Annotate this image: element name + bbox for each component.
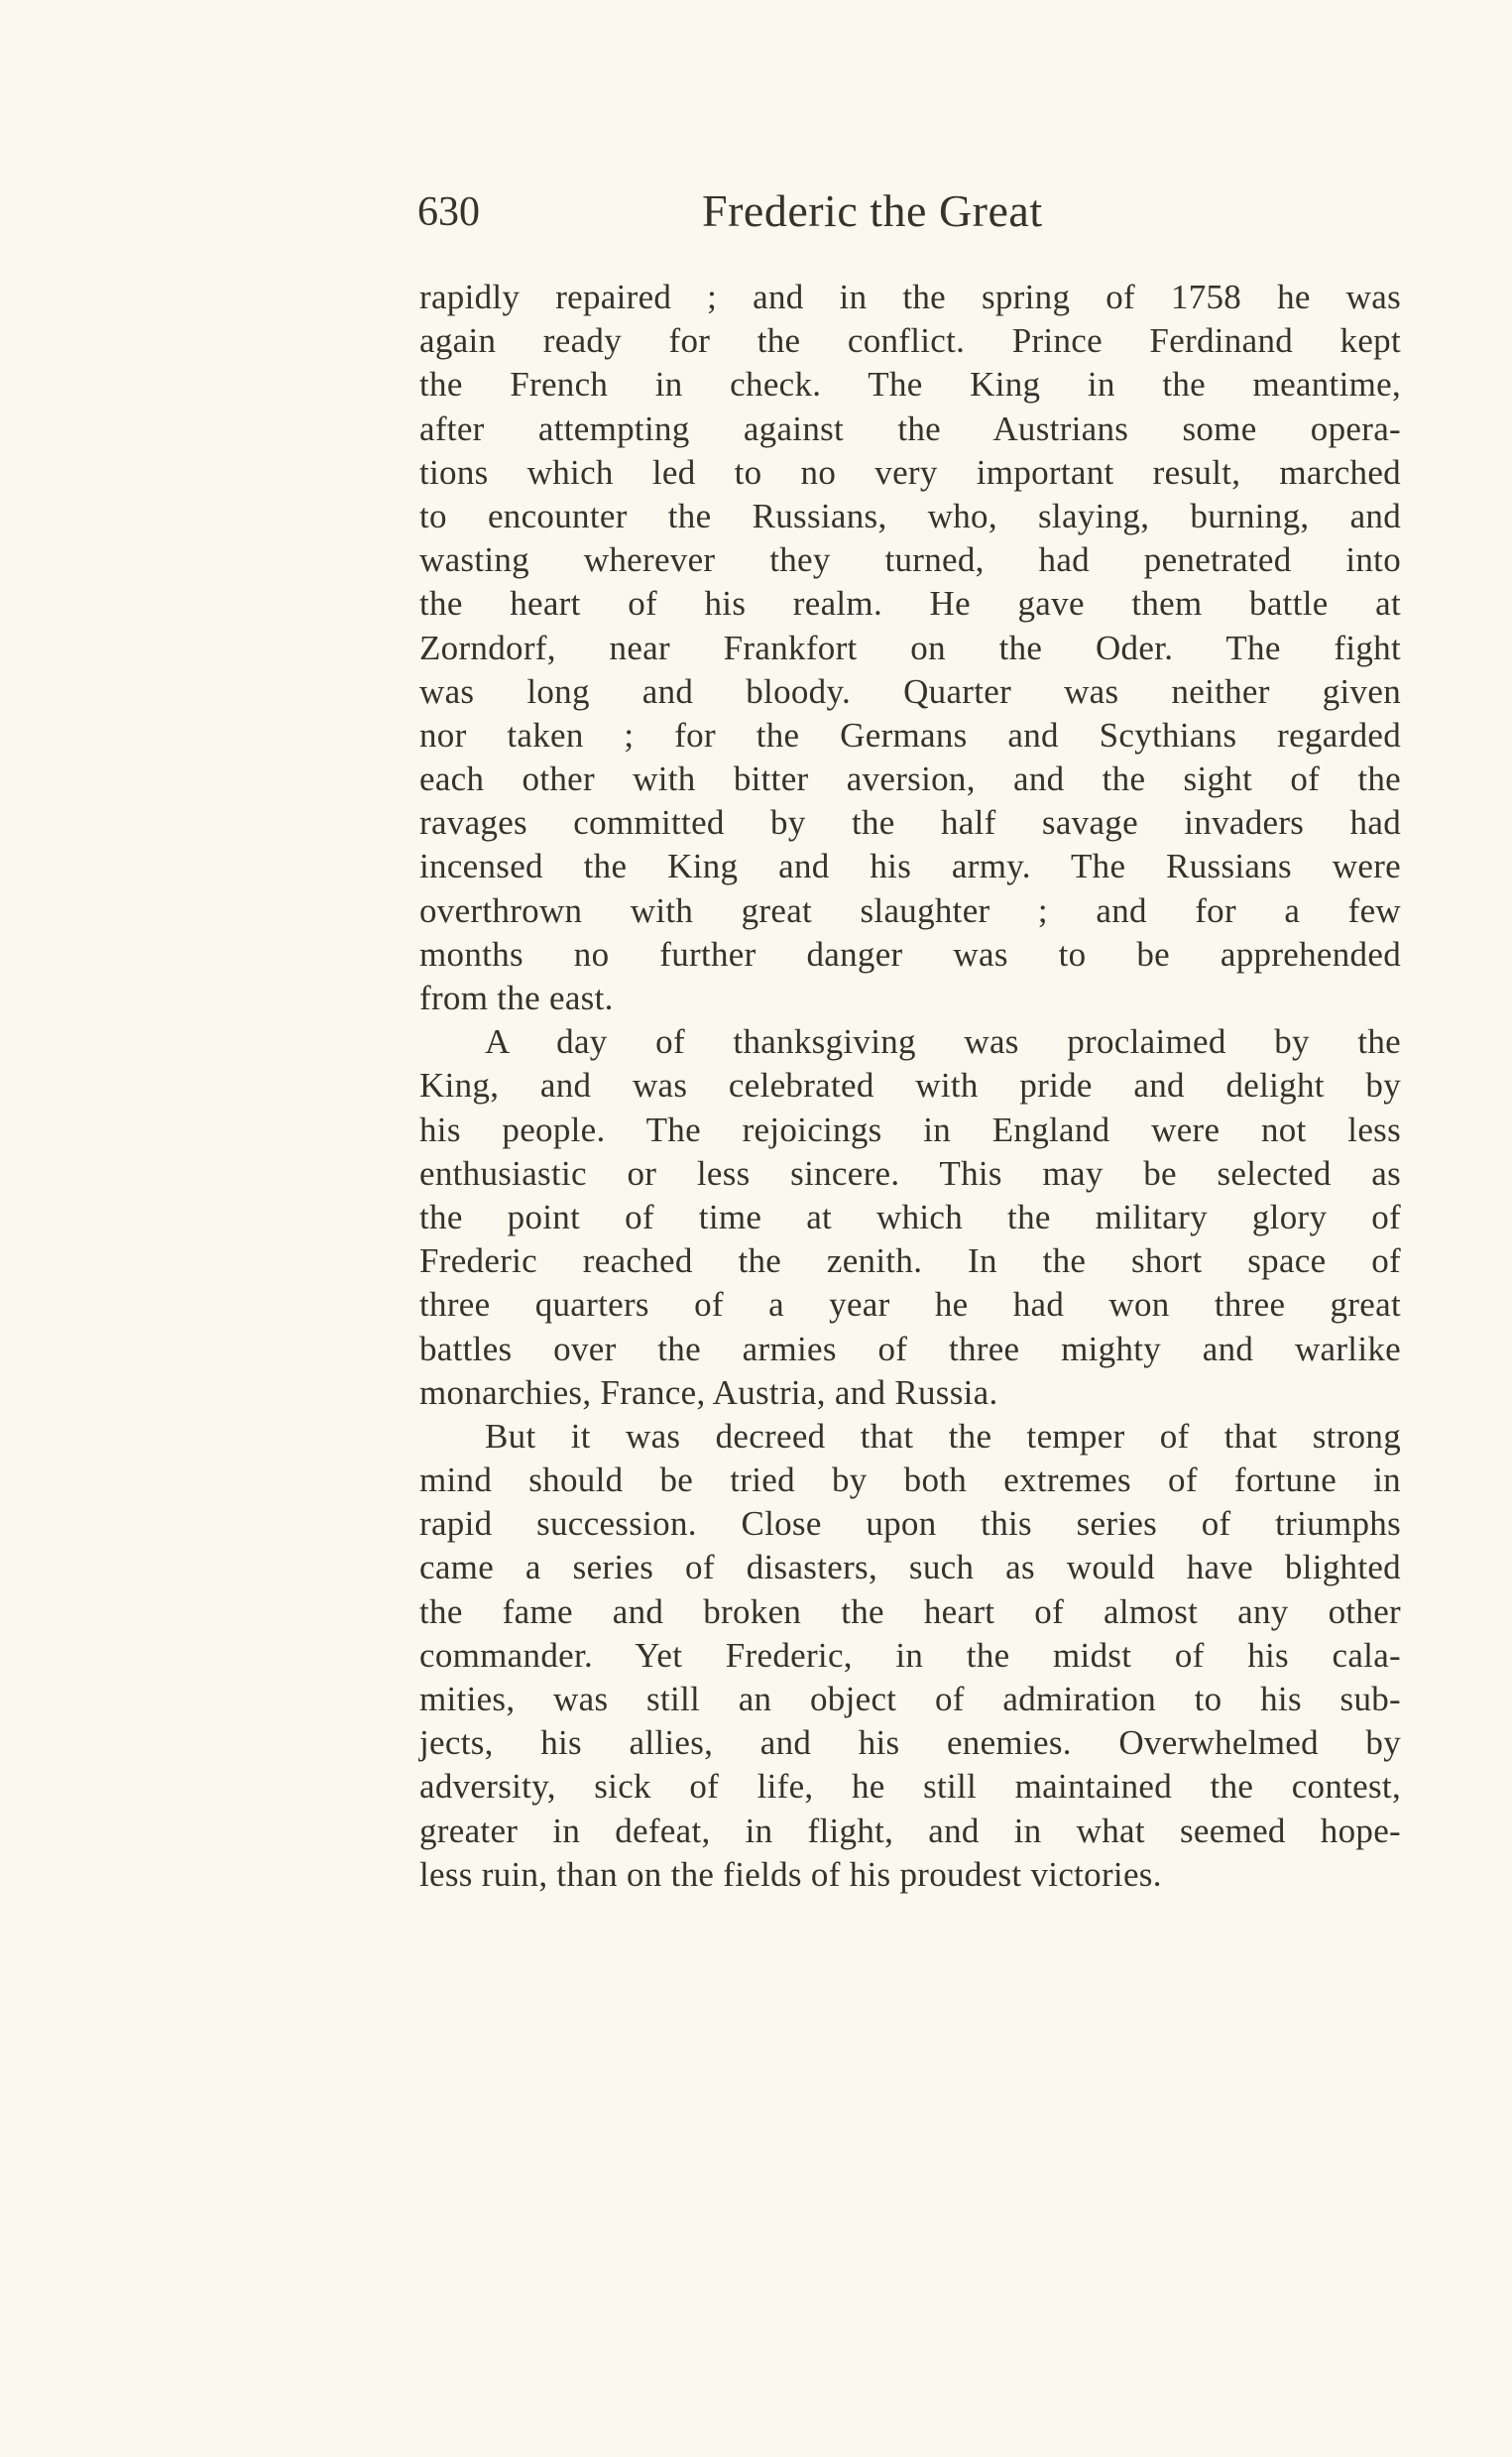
text-line: wasting wherever they turned, had penetrated into [419,540,1401,580]
running-title: Frederic the Great [702,185,1043,236]
text-line: Zorndorf, near Frankfort on the Oder. The fight [419,628,1401,667]
paragraph [419,1020,1401,1415]
text-line: after attempting against the Austrians some opera- [419,409,1401,448]
text-line: was long and bloody. Quarter was neither given [419,671,1401,711]
text-line: came a series of disasters, such as would have blighted [419,1548,1401,1587]
text-line: to encounter the Russians, who, slaying, burning, and [419,496,1401,535]
text-line: the heart of his realm. He gave them battle at [419,584,1401,624]
paragraph [419,1415,1401,1897]
text-line: from the east. [419,979,614,1017]
text-line: enthusiastic or less sincere. This may be selected as [419,1153,1401,1193]
text-line: again ready for the conflict. Prince Ferdinand kept [419,321,1401,361]
body-text [419,276,1401,1897]
text-line: mities, was still an object of admiration to his sub- [419,1680,1401,1718]
text-line: months no further danger was to be apprehended [419,934,1401,974]
text-line: rapidly repaired ; and in the spring of 1758 he was [419,278,1401,316]
text-line: the point of time at which the military glory of [419,1197,1401,1236]
text-line: less ruin, than on the fields of his proudest victories. [419,1854,1162,1894]
text-line: the fame and broken the heart of almost any other [419,1591,1401,1631]
text-line: jects, his allies, and his enemies. Overwhelmed by [419,1723,1401,1763]
text-line: monarchies, France, Austria, and Russia. [419,1372,998,1412]
text-line: his people. The rejoicings in England were not less [419,1110,1401,1149]
text-line: adversity, sick of life, he still maintained the contest, [419,1767,1401,1807]
text-line: But it was decreed that the temper of that strong [485,1416,1401,1456]
text-line: tions which led to no very important result, marched [419,452,1401,492]
text-line: mind should be tried by both extremes of fortune in [419,1461,1401,1500]
text-line: three quarters of a year he had won three great [419,1285,1401,1325]
text-line: Frederic reached the zenith. In the short space of [419,1241,1401,1281]
text-line: nor taken ; for the Germans and Scythians regarded [419,715,1401,755]
text-line: the French in check. The King in the meantime, [419,365,1401,405]
page-number: 630 [417,189,480,235]
text-line: King, and was celebrated with pride and delight by [419,1066,1401,1106]
text-line: A day of thanksgiving was proclaimed by the [485,1022,1401,1062]
text-line: commander. Yet Frederic, in the midst of his cala- [419,1635,1401,1675]
paragraph [419,276,1401,1020]
text-line: greater in defeat, in flight, and in what seemed hope- [419,1811,1401,1850]
text-line: ravages committed by the half savage invaders had [419,803,1401,843]
text-line: overthrown with great slaughter ; and for a few [419,890,1401,930]
text-line: incensed the King and his army. The Russians were [419,847,1401,886]
text-line: each other with bitter aversion, and the sight of the [419,760,1401,799]
text-line: battles over the armies of three mighty and warlike [419,1329,1401,1368]
text-line: rapid succession. Close upon this series of triumphs [419,1504,1401,1544]
